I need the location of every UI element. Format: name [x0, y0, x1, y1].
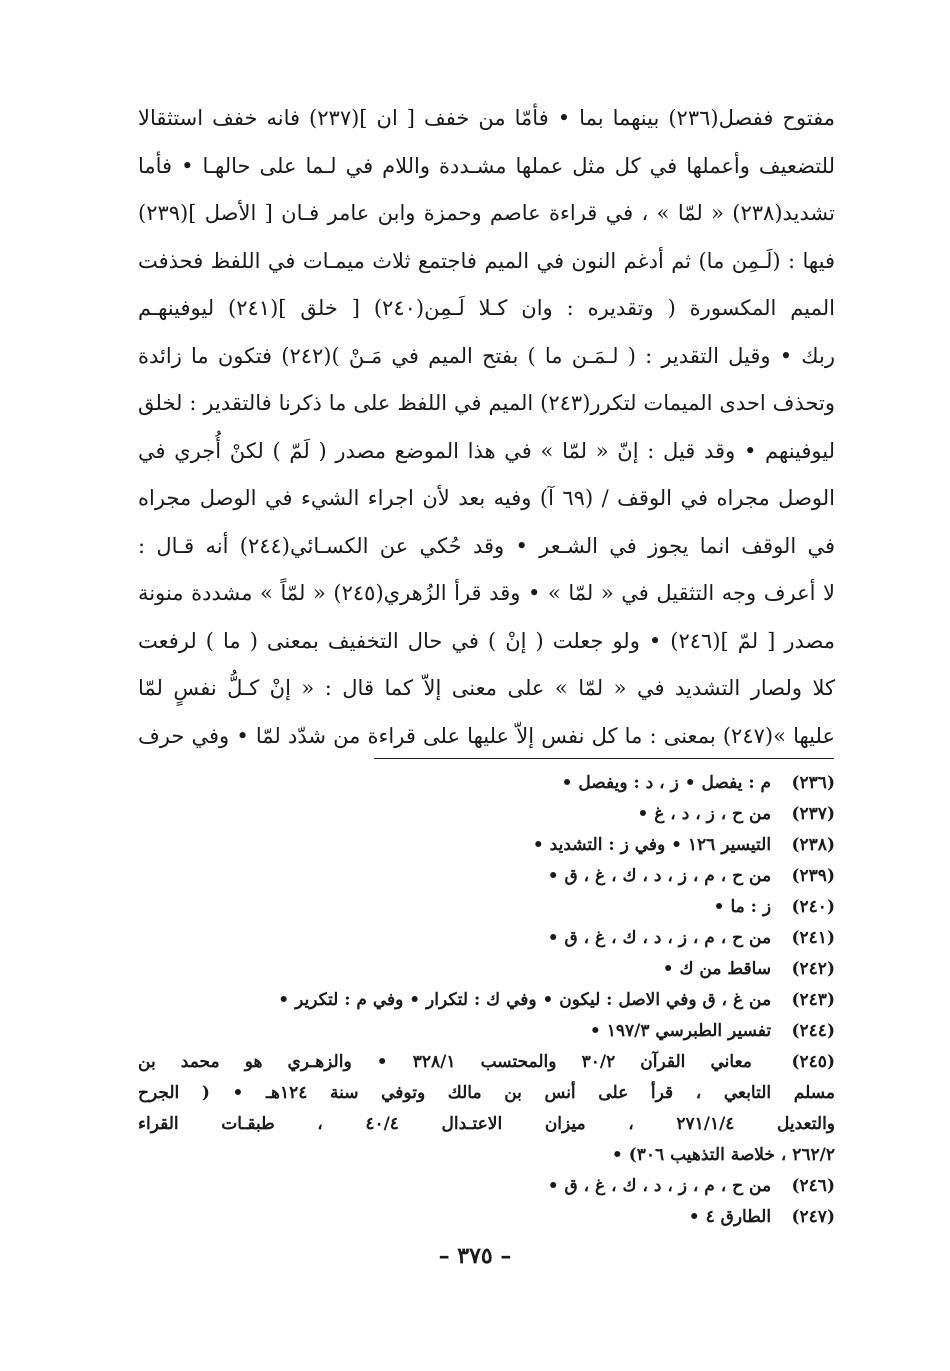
- footnote: [138, 799, 835, 830]
- footnote-continuation: ٢٦٢/٢ ، خلاصة التذهيب ٣٠٦) •: [611, 1145, 835, 1165]
- text-line: ربك • وقيل التقدير : ( لـمَـن ما ) بفتح الميم في مَـنْ )(٢٤٢) فتكون ما زائدة: [138, 343, 835, 368]
- footnote: [138, 861, 835, 892]
- footnote-number: (٢٤١): [791, 928, 835, 948]
- footnote-number: (٢٤٦): [791, 1176, 835, 1196]
- footnote-number: (٢٤٢): [791, 959, 835, 979]
- footnote-text: الطارق ٤ •: [688, 1207, 772, 1227]
- footnote-text: من ح ، ز ، د ، غ •: [637, 804, 772, 824]
- footnote-continuation: مسلم التابعي ، قرأ على أنس بن مالك وتوفي سنة ١٢٤هـ • ( الجرح: [138, 1083, 835, 1103]
- footnote-number: (٢٤٤): [791, 1021, 835, 1041]
- footnote: [138, 892, 835, 923]
- footnote-text: تفسير الطبرسي ١٩٧/٣ •: [589, 1021, 772, 1041]
- footnote-text: معاني القرآن ٣٠/٢ والمحتسب ٣٢٨/١ • والزهـري هو محمد بن: [138, 1052, 752, 1072]
- footnote: [138, 768, 835, 799]
- text-line: مفتوح ففصل(٢٣٦) بينهما بما • فأمّا من خفف [ ان ](٢٣٧) فانه خفف استثقالا: [138, 106, 835, 130]
- footnote-number: (٢٤٠): [791, 897, 835, 917]
- text-line: الوصل مجراه في الوقف / (٦٩ آ) وفيه بعد لأن اجراء الشيء في الوصل مجراه: [138, 486, 835, 510]
- footnote-number: (٢٤٥): [791, 1052, 835, 1072]
- footnote-number: (٢٣٩): [791, 866, 835, 886]
- text-line: تشديد(٢٣٨) « لمّا » ، في قراءة عاصم وحمزة وابن عامر فـان [ الأصل ](٢٣٩): [138, 201, 835, 225]
- text-line: الميم المكسورة ( وتقديره : وان كـلا لَـمِن(٢٤٠) [ خلق ](٢٤١) ليوفينهـم: [138, 296, 835, 320]
- footnote-text: التيسير ١٢٦ • وفي ز : التشديد •: [532, 835, 772, 855]
- footnote: [138, 985, 835, 1016]
- footnote-text: م : يفصل • ز ، د : ويفصل •: [561, 773, 772, 793]
- text-line: في الوقف انما يجوز في الشـعر • وقد حُكي عن الكسـائي(٢٤٤) أنه قـال :: [138, 533, 835, 558]
- footnote-text: من ح ، م ، ز ، د ، ك ، غ ، ق •: [547, 928, 772, 948]
- footnote-number: (٢٣٨): [791, 835, 835, 855]
- footnote-text: من ح ، م ، ز ، د ، ك ، غ ، ق •: [547, 866, 772, 886]
- footnote: [138, 1047, 835, 1078]
- main-text: [138, 95, 835, 760]
- footnote-number: (٢٣٧): [791, 804, 835, 824]
- text-line: ليوفينهم • وقد قيل : إنّ « لمّا » في هذا الموضع مصدر ( لَمّ ) لكنْ أُجري في: [138, 438, 835, 463]
- footnote: [138, 923, 835, 954]
- footnote-text: من غ ، ق وفي الاصل : ليكون • وفي ك : لتكرار • وفي م : لتكرير •: [278, 990, 772, 1010]
- footnote: [138, 954, 835, 985]
- footnote: [138, 830, 835, 861]
- footnote-text: ز : ما •: [713, 897, 772, 917]
- footnote-number: (٢٤٣): [791, 990, 835, 1010]
- text-line: عليها »(٢٤٧) بمعنى : ما كل نفس إلاّ عليها على قراءة من شدّد لمّا • وفي حرف: [138, 723, 835, 748]
- footnote-text: من ح ، م ، ز ، د ، ك ، غ ، ق •: [547, 1176, 772, 1196]
- text-line: كلا ولصار التشديد في « لمّا » على معنى إلاّ كما قال : « إنْ كـلُّ نفسٍ لمّا: [138, 676, 835, 700]
- text-line: فيها : (لَـمِن ما) ثم أدغم النون في الميم فاجتمع ثلاث ميمـات في اللفظ فحذفت: [138, 248, 835, 273]
- footnotes: [138, 768, 835, 1233]
- footnote: [138, 1202, 835, 1233]
- text-line: للتضعيف وأعملها في كل مثل عملها مشـددة واللام في لـما على حالهـا • فأما: [138, 153, 835, 178]
- footnote-number: (٢٤٧): [791, 1207, 835, 1227]
- footnote-number: (٢٣٦): [791, 773, 835, 793]
- page-number: – ٣٧٥ –: [438, 1243, 512, 1269]
- text-line: وتحذف احدى الميمات لتكرر(٢٤٣) الميم في اللفظ على ما ذكرنا فالتقدير : لخلق: [138, 391, 835, 415]
- footnote-text: ساقط من ك •: [662, 959, 772, 979]
- text-line: لا أعرف وجه التثقيل في « لمّا » • وقد قرأ الزُهري(٢٤٥) « لمّاً » مشددة منونة: [138, 581, 835, 605]
- footnote: [138, 1171, 835, 1202]
- footnote-continuation: والتعديل ٢٧١/١/٤ ، ميزان الاعتـدال ٤٠/٤ ، طبقـات القراء: [138, 1114, 835, 1134]
- footnote: [138, 1016, 835, 1047]
- text-line: مصدر [ لمّ ](٢٤٦) • ولو جعلت ( إنْ ) في حال التخفيف بمعنى ( ما ) لرفعت: [138, 628, 835, 653]
- footnote-separator: [374, 758, 834, 759]
